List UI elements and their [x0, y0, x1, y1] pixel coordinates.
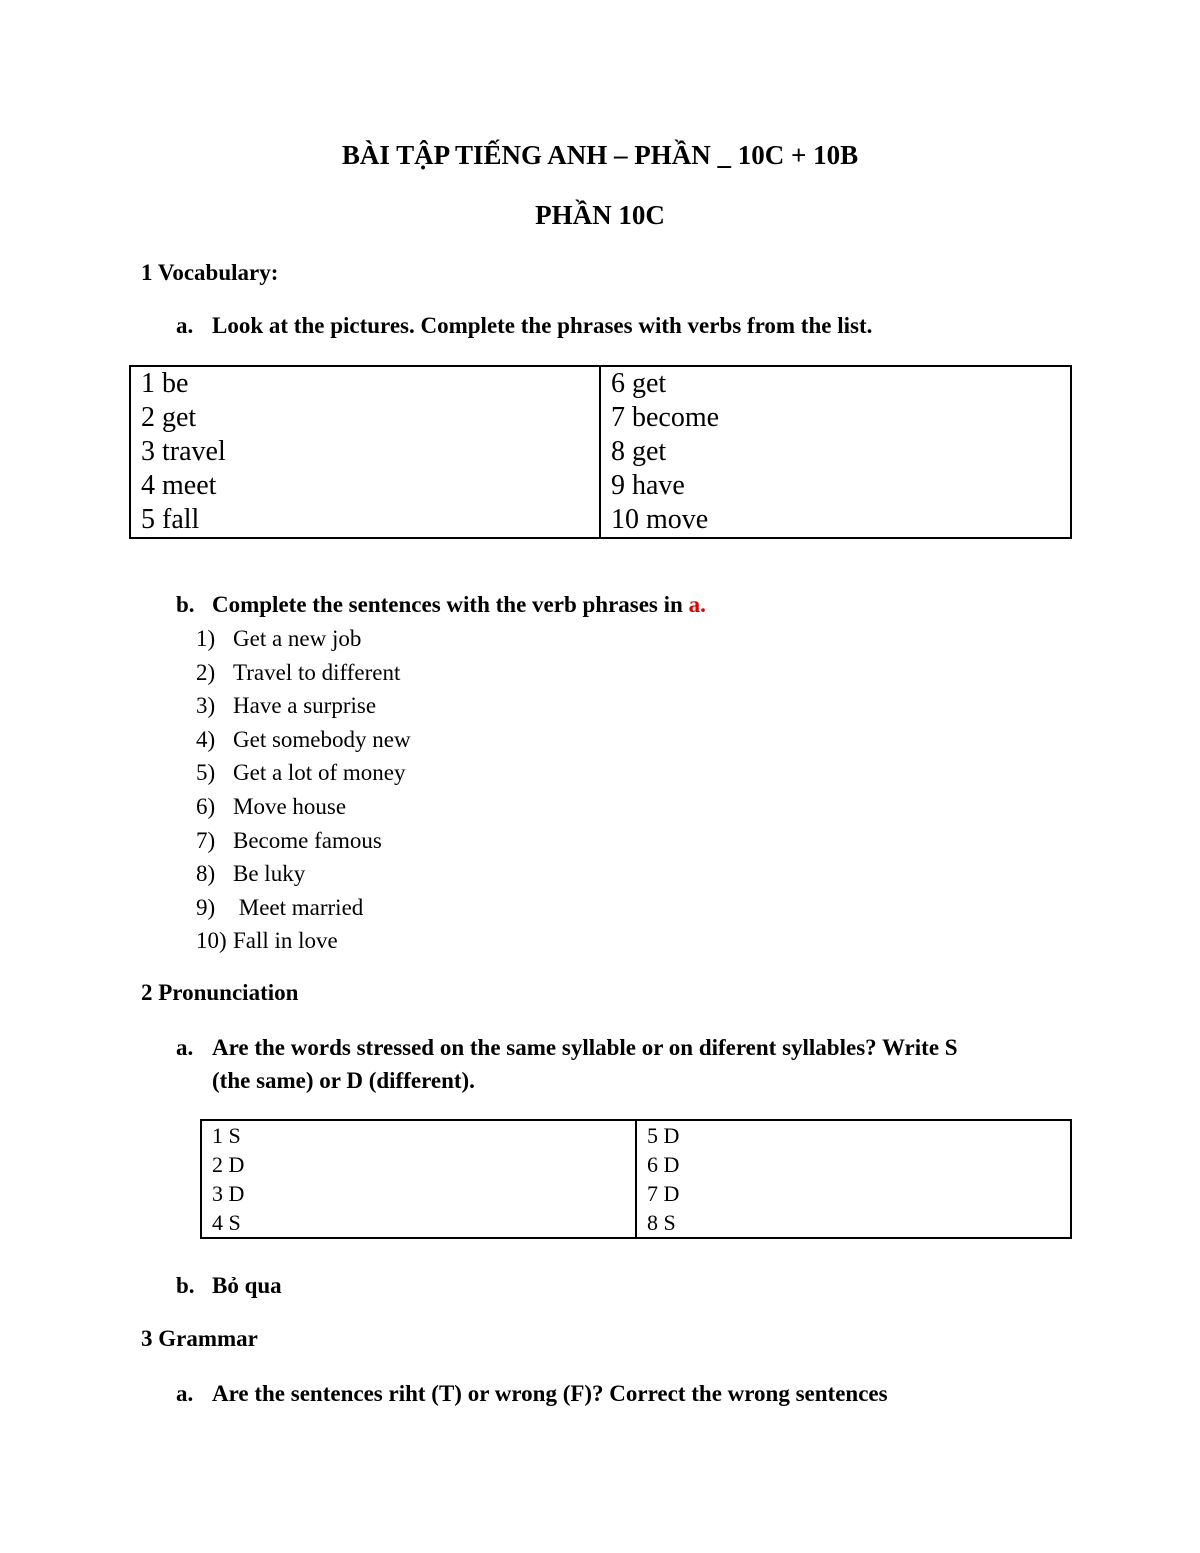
list-item	[196, 824, 411, 858]
verb-item: 4 meet	[141, 470, 217, 501]
task-b-text: Complete the sentences with the verb phrases in	[212, 592, 689, 617]
verb-item: 9 have	[611, 470, 685, 501]
list-item	[196, 924, 411, 958]
list-item	[196, 689, 411, 723]
answer-item: 7 D	[647, 1181, 680, 1206]
item-text: Move house	[233, 793, 347, 819]
item-text: Have a surprise	[233, 693, 377, 719]
verb-item: 1 be	[141, 368, 189, 399]
answer-item: 3 D	[212, 1181, 245, 1206]
task-a-text: Are the sentences riht (T) or wrong (F)? Correct the wrong sentences	[212, 1381, 888, 1406]
task-b-label: b.	[176, 592, 195, 617]
item-text: Get a new job	[233, 626, 362, 651]
verb-item: 2 get	[141, 402, 197, 433]
item-number: 7)	[196, 827, 216, 853]
item-text: Get somebody new	[233, 726, 411, 752]
item-number: 6)	[196, 793, 216, 819]
verb-column-left	[130, 366, 600, 538]
answer-item: 4 S	[212, 1210, 241, 1235]
item-number: 5)	[196, 760, 216, 786]
item-number: 10)	[196, 928, 227, 954]
task-a-label: a.	[176, 313, 194, 338]
item-number: 8)	[196, 861, 216, 887]
answer-item: 1 S	[212, 1123, 241, 1148]
vocabulary-task-a	[176, 313, 872, 339]
task-a-label: a.	[176, 1381, 194, 1406]
task-a-text-line1: Are the words stressed on the same syllable or on diferent syllables? Write S	[212, 1035, 958, 1060]
answer-column-left	[201, 1120, 636, 1238]
section-title: PHẦN 10C	[535, 200, 665, 230]
document-title: BÀI TẬP TIẾNG ANH – PHẦN _ 10C + 10B	[341, 140, 859, 170]
list-item	[196, 790, 411, 824]
vocabulary-verb-table	[129, 365, 1072, 539]
item-number: 2)	[196, 659, 216, 685]
item-text: Get a lot of money	[233, 760, 406, 786]
verb-item: 6 get	[611, 368, 667, 399]
pronunciation-task-a-line2: (the same) or D (different).	[212, 1068, 475, 1093]
item-text: Be luky	[233, 861, 306, 887]
list-item	[196, 723, 411, 757]
item-text: Become famous	[233, 827, 382, 853]
answer-item: 2 D	[212, 1152, 245, 1177]
answer-item: 5 D	[647, 1123, 680, 1148]
pronunciation-answer-table	[200, 1119, 1072, 1239]
answer-column-right	[636, 1120, 1071, 1238]
answer-item: 8 S	[647, 1210, 676, 1235]
task-b-label: b.	[176, 1273, 195, 1298]
grammar-task-a	[176, 1381, 888, 1407]
task-b-text: Bỏ qua	[212, 1273, 282, 1298]
verb-column-right	[600, 366, 1071, 538]
grammar-heading: 3 Grammar	[141, 1326, 258, 1351]
item-text: Meet married	[233, 894, 364, 920]
item-number: 3)	[196, 693, 216, 719]
item-number: 4)	[196, 726, 216, 752]
verb-item: 8 get	[611, 436, 667, 467]
verb-item: 5 fall	[141, 504, 200, 535]
list-item	[196, 857, 411, 891]
pronunciation-heading: 2 Pronunciation	[141, 980, 299, 1005]
verb-item: 10 move	[611, 504, 709, 535]
answer-item: 6 D	[647, 1152, 680, 1177]
task-a-label: a.	[176, 1035, 194, 1060]
verb-item: 7 become	[611, 402, 720, 433]
list-item	[196, 656, 411, 690]
list-item	[196, 891, 411, 925]
vocabulary-heading: 1 Vocabulary:	[141, 260, 279, 285]
verb-item: 3 travel	[141, 436, 226, 467]
item-text: Travel to different	[233, 659, 401, 685]
list-item	[196, 622, 411, 656]
task-a-text: Look at the pictures. Complete the phrases with verbs from the list.	[212, 313, 873, 338]
item-text: Fall in love	[233, 928, 338, 954]
task-b-reference: a.	[688, 592, 706, 617]
vocabulary-task-b	[176, 592, 706, 618]
item-number: 9)	[196, 894, 216, 920]
list-item	[196, 756, 411, 790]
pronunciation-task-b	[176, 1273, 282, 1299]
answer-list	[196, 622, 411, 958]
pronunciation-task-a	[176, 1035, 958, 1061]
item-number: 1)	[196, 626, 216, 651]
